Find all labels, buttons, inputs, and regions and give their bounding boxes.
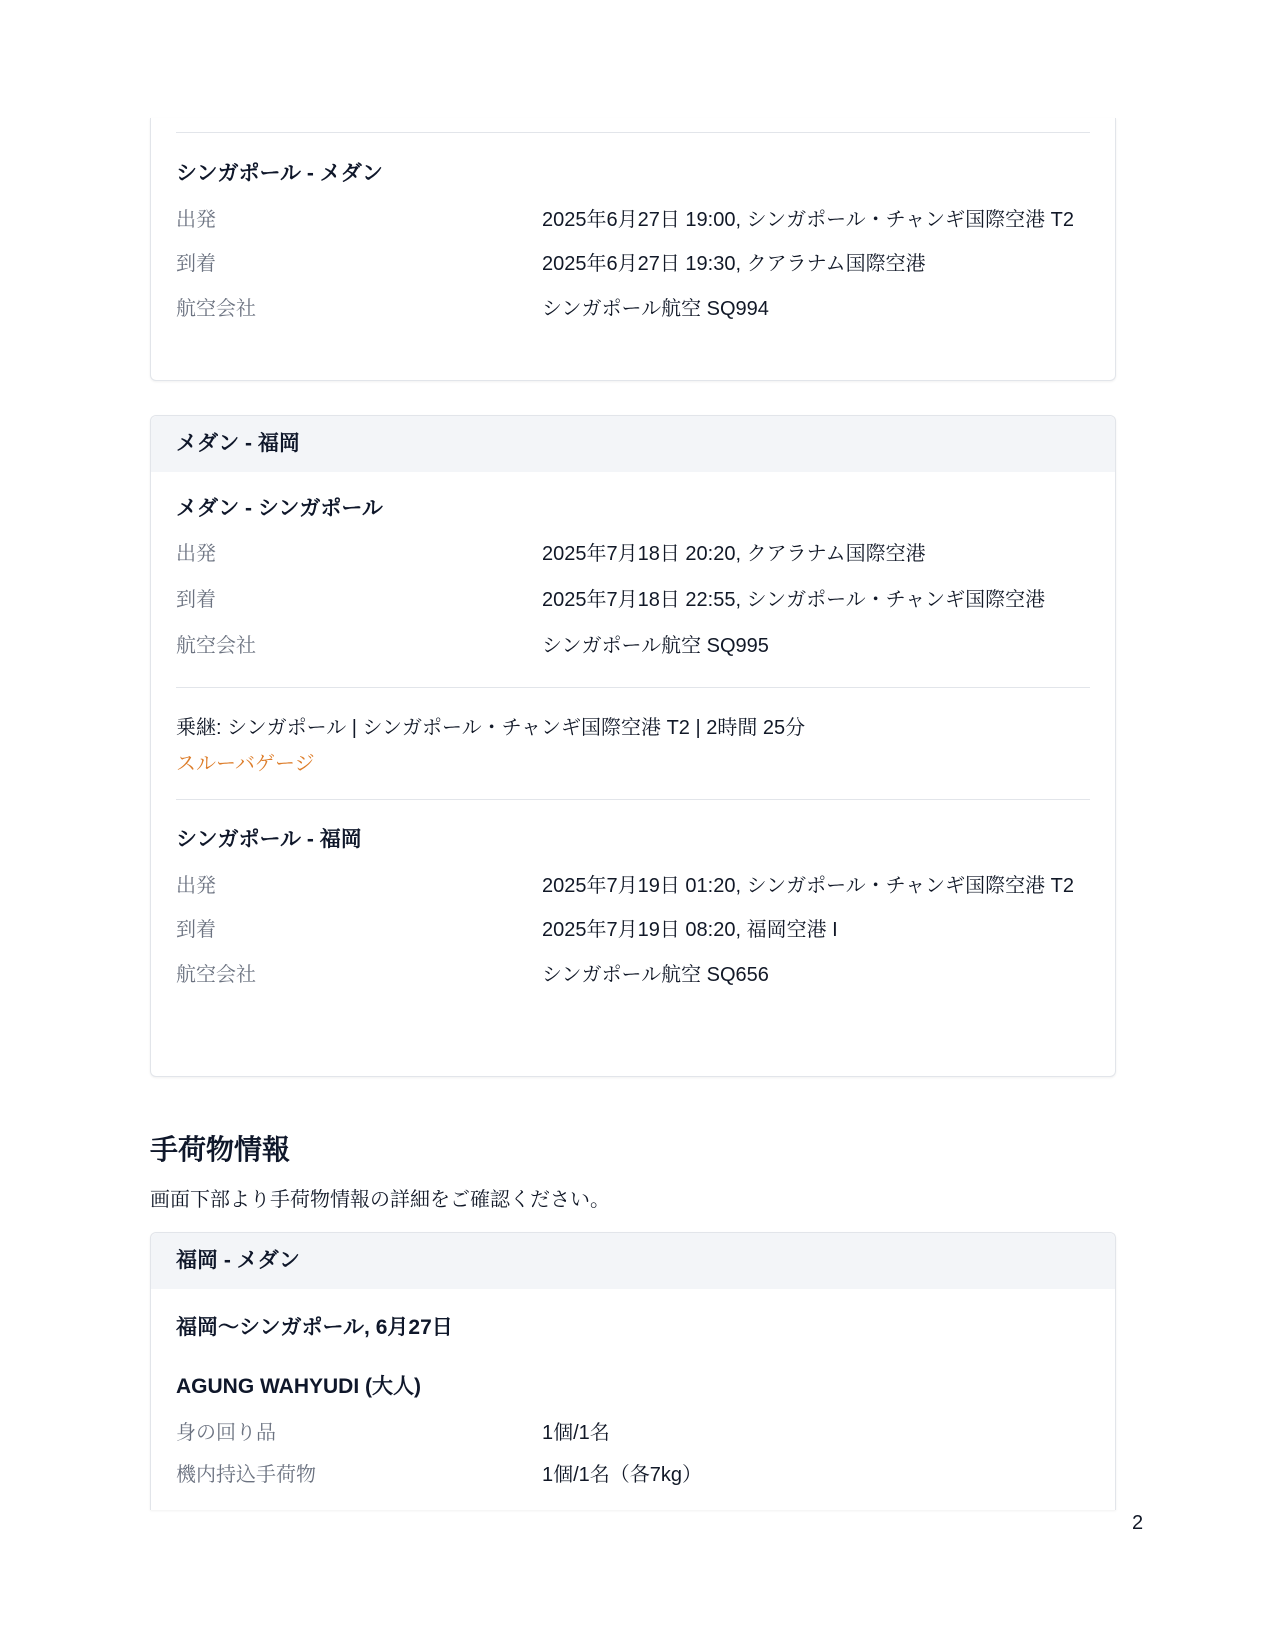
- transfer-text: 乗継: シンガポール | シンガポール・チャンギ国際空港 T2 | 2時間 25分: [176, 717, 806, 739]
- divider: [176, 799, 1090, 800]
- transfer-info: [176, 710, 1090, 782]
- departure-label: 出発: [176, 543, 216, 565]
- arrival-value: 2025年7月18日 22:55, シンガポール・チャンギ国際空港: [542, 589, 1046, 611]
- carry-on-row: [176, 1458, 1090, 1492]
- arrival-label: 到着: [176, 919, 216, 941]
- flight-card-outbound: [150, 118, 1116, 381]
- through-baggage-label: スルーバゲージ: [176, 753, 315, 775]
- segment-title: シンガポール - メダン: [176, 162, 383, 185]
- baggage-card: [150, 1232, 1116, 1510]
- divider: [176, 132, 1090, 133]
- airline-label: 航空会社: [176, 964, 256, 986]
- airline-row: [176, 292, 1090, 326]
- arrival-value: 2025年6月27日 19:30, クアラナム国際空港: [542, 253, 926, 275]
- airline-label: 航空会社: [176, 635, 256, 657]
- departure-row: [176, 203, 1090, 237]
- departure-value: 2025年7月18日 20:20, クアラナム国際空港: [542, 543, 926, 565]
- page-number: 2: [1132, 1512, 1144, 1534]
- flight-card-return: [150, 415, 1116, 1077]
- arrival-label: 到着: [176, 253, 216, 275]
- card-header: メダン - 福岡: [151, 416, 1115, 472]
- arrival-value: 2025年7月19日 08:20, 福岡空港 I: [542, 919, 838, 941]
- airline-label: 航空会社: [176, 298, 256, 320]
- personal-item-label: 身の回り品: [176, 1422, 276, 1444]
- personal-item-value: 1個/1名: [542, 1422, 610, 1444]
- card-header: 福岡 - メダン: [151, 1233, 1115, 1289]
- arrival-label: 到着: [176, 589, 216, 611]
- carry-on-value: 1個/1名（各7kg）: [542, 1464, 703, 1486]
- baggage-section-description: 画面下部より手荷物情報の詳細をご確認ください。: [150, 1189, 610, 1211]
- airline-row: [176, 958, 1090, 992]
- arrival-row: [176, 583, 1090, 617]
- passenger-name: AGUNG WAHYUDI (大人): [176, 1375, 421, 1398]
- departure-row: [176, 869, 1090, 903]
- personal-item-row: [176, 1416, 1090, 1450]
- departure-value: 2025年7月19日 01:20, シンガポール・チャンギ国際空港 T2: [542, 875, 1074, 897]
- baggage-section-title: 手荷物情報: [150, 1134, 291, 1165]
- airline-row: [176, 629, 1090, 663]
- departure-value: 2025年6月27日 19:00, シンガポール・チャンギ国際空港 T2: [542, 209, 1074, 231]
- departure-label: 出発: [176, 209, 216, 231]
- airline-value: シンガポール航空 SQ994: [542, 298, 769, 320]
- arrival-row: [176, 913, 1090, 947]
- airline-value: シンガポール航空 SQ995: [542, 635, 769, 657]
- departure-row: [176, 537, 1090, 571]
- arrival-row: [176, 247, 1090, 281]
- carry-on-label: 機内持込手荷物: [176, 1464, 316, 1486]
- segment-title: メダン - シンガポール: [176, 497, 383, 520]
- segment-title: シンガポール - 福岡: [176, 828, 362, 851]
- divider: [176, 687, 1090, 688]
- airline-value: シンガポール航空 SQ656: [542, 964, 769, 986]
- baggage-flight-title: 福岡〜シンガポール, 6月27日: [176, 1316, 453, 1339]
- departure-label: 出発: [176, 875, 216, 897]
